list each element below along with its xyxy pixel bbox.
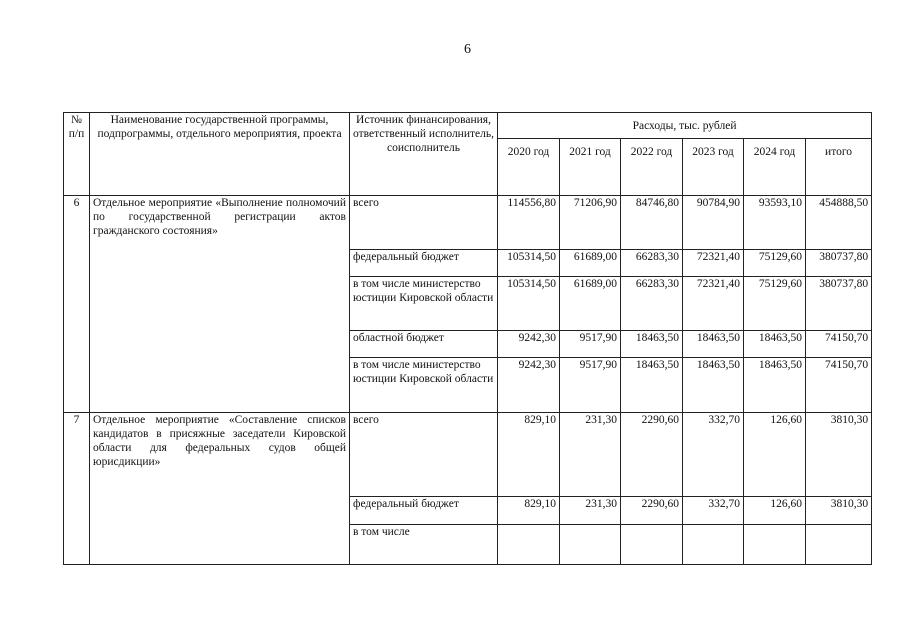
value-cell: 114556,80 (498, 196, 560, 250)
value-cell: 332,70 (683, 413, 744, 497)
table-row (64, 196, 872, 250)
value-cell: 829,10 (498, 497, 560, 525)
value-cell: 126,60 (744, 497, 806, 525)
header-year-2022: 2022 год (621, 139, 683, 196)
header-expenses: Расходы, тыс. рублей (498, 113, 872, 139)
value-cell (560, 525, 621, 565)
value-cell (683, 525, 744, 565)
header-total: итого (806, 139, 872, 196)
value-cell: 18463,50 (621, 331, 683, 358)
funding-source: всего (350, 413, 498, 497)
value-cell: 3810,30 (806, 497, 872, 525)
value-cell: 66283,30 (621, 277, 683, 331)
value-cell: 18463,50 (683, 331, 744, 358)
value-cell (806, 525, 872, 565)
value-cell: 71206,90 (560, 196, 621, 250)
value-cell: 90784,90 (683, 196, 744, 250)
value-cell: 380737,80 (806, 277, 872, 331)
value-cell: 61689,00 (560, 277, 621, 331)
value-cell (744, 525, 806, 565)
header-name: Наименование государственной программы, подпрограммы, отдельного мероприятия, проекта (90, 113, 350, 196)
value-cell: 3810,30 (806, 413, 872, 497)
header-source: Источник финансирования, ответственный исполнитель, соисполнитель (350, 113, 498, 196)
value-cell: 18463,50 (683, 358, 744, 413)
value-cell: 2290,60 (621, 413, 683, 497)
value-cell: 9517,90 (560, 331, 621, 358)
value-cell: 9517,90 (560, 358, 621, 413)
value-cell: 72321,40 (683, 250, 744, 277)
header-num: № п/п (64, 113, 90, 196)
value-cell: 332,70 (683, 497, 744, 525)
value-cell: 18463,50 (621, 358, 683, 413)
table-row (64, 413, 872, 497)
funding-source: федеральный бюджет (350, 250, 498, 277)
value-cell: 93593,10 (744, 196, 806, 250)
value-cell: 61689,00 (560, 250, 621, 277)
value-cell (621, 525, 683, 565)
value-cell: 66283,30 (621, 250, 683, 277)
value-cell: 9242,30 (498, 358, 560, 413)
value-cell: 18463,50 (744, 331, 806, 358)
funding-source: областной бюджет (350, 331, 498, 358)
funding-source: всего (350, 196, 498, 250)
funding-source: в том числе министерство юстиции Кировской области (350, 277, 498, 331)
value-cell: 9242,30 (498, 331, 560, 358)
header-year-2021: 2021 год (560, 139, 621, 196)
value-cell: 74150,70 (806, 358, 872, 413)
header-year-2020: 2020 год (498, 139, 560, 196)
value-cell: 74150,70 (806, 331, 872, 358)
measure-name: Отдельное мероприятие «Выполнение полномочий по государственной регистрации актов гражданского состояния» (90, 196, 350, 413)
value-cell: 231,30 (560, 413, 621, 497)
value-cell: 75129,60 (744, 250, 806, 277)
expenses-table (63, 112, 872, 565)
value-cell: 454888,50 (806, 196, 872, 250)
header-year-2023: 2023 год (683, 139, 744, 196)
value-cell: 380737,80 (806, 250, 872, 277)
page-number: 6 (464, 42, 471, 57)
value-cell: 105314,50 (498, 277, 560, 331)
value-cell: 126,60 (744, 413, 806, 497)
value-cell: 829,10 (498, 413, 560, 497)
value-cell: 75129,60 (744, 277, 806, 331)
value-cell: 105314,50 (498, 250, 560, 277)
funding-source: в том числе (350, 525, 498, 565)
value-cell: 18463,50 (744, 358, 806, 413)
funding-source: федеральный бюджет (350, 497, 498, 525)
measure-name: Отдельное мероприятие «Составление списков кандидатов в присяжные заседатели Кировской области для федеральных судов общей юрисдикции» (90, 413, 350, 565)
row-index: 7 (64, 413, 90, 565)
row-index: 6 (64, 196, 90, 413)
header-year-2024: 2024 год (744, 139, 806, 196)
value-cell: 72321,40 (683, 277, 744, 331)
funding-source: в том числе министерство юстиции Кировской области (350, 358, 498, 413)
value-cell (498, 525, 560, 565)
value-cell: 231,30 (560, 497, 621, 525)
value-cell: 84746,80 (621, 196, 683, 250)
value-cell: 2290,60 (621, 497, 683, 525)
